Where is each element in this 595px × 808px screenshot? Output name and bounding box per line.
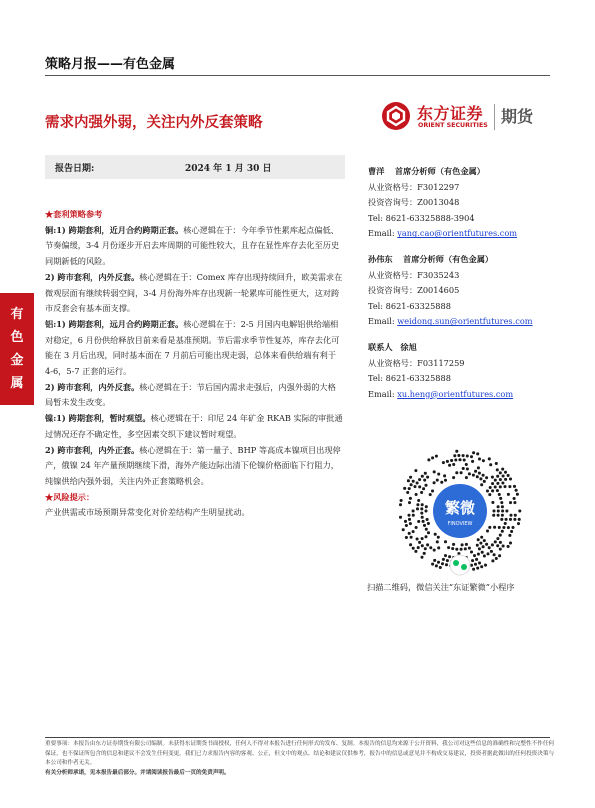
analyst-card — [368, 252, 558, 330]
strategy-section — [45, 207, 343, 521]
analyst-investment-id: 投资咨询号：Z0014605 — [368, 285, 460, 296]
header-divider — [45, 75, 550, 76]
analyst-name-line: 曹洋 首席分析师（有色金属） — [368, 166, 485, 176]
footer-disclaimer — [45, 740, 555, 778]
contact-email-link[interactable]: xu.heng@orientfutures.com — [397, 388, 514, 399]
contact-card — [368, 340, 558, 402]
contact-name-line: 联系人 徐旭 — [368, 341, 417, 352]
orient-logo-icon — [381, 101, 411, 131]
disclaimer-text: 重要事项：本报告由东方证券期货有限公司编制。未获得东证期货书面授权，任何人不得对本报告进行任何形式的发布、复制。本报告的信息均来源于公开资料，我公司对这些信息的准确性和完整性不作任何保证，也不保证所包含的信息和建议不会发生任何变更。我们已力求报告内容的客观、公正，但文中的观点、结论和建议仅供参考，报告中的信息或意见并不构成交易建议，投资者据此做出的任何投资决策与本公司和作者无关。 — [45, 741, 555, 767]
logo-futures: 期货 — [501, 107, 534, 126]
sector-side-tab — [0, 293, 34, 405]
logo-separator — [494, 104, 495, 130]
report-title: 需求内强外弱，关注内外反套策略 — [45, 115, 263, 131]
qr-caption: 扫描二维码，微信关注“东证繁微”小程序 — [367, 582, 515, 592]
risk-body: 产业供需或市场预期异常变化对价差结构产生明显扰动。 — [45, 507, 250, 518]
analyst-investment-id: 投资咨询号：Z0013048 — [368, 197, 460, 208]
contact-qualification: 从业资格号：F03117259 — [368, 357, 465, 368]
risk-heading: ★风险提示： — [45, 491, 95, 502]
copper-item-1: 铜:1) 跨期套利，近月合约跨期正套。核心逻辑在于：今年季节性累库起点偏低、节奏偏缓，3-4 月份逐步开启去库周期的可能性较大，且存在显性库存去化至历史同期新低的风险。 — [45, 224, 340, 267]
analyst-email-line: Email: yang.cao@orientfutures.com — [368, 228, 518, 239]
analyst-tel: Tel: 8621-63325888 — [368, 300, 451, 311]
aluminum-item-1: 铝:1) 跨期套利，远月合约跨期正套。核心逻辑在于：2-5 月国内电解铝供给端相对稳定，6 月份供给释放目前来看是基准预期。节后需求季节性复苏，库存去化可能在 3 月后出现，同时基本面在 7 月前后可能出现走弱，总体来看供给端有利于 4-6，5-7 正套的运行。 — [45, 318, 340, 377]
sector-side-label: 有 色 金 属 — [10, 307, 24, 391]
analyst-name-line: 孙伟东 首席分析师（有色金属） — [368, 253, 494, 264]
analyst-notice: 有关分析师承诺，见本报告最后部分。并请阅读报告最后一页的免责声明。 — [45, 769, 230, 776]
report-date-value: 2024 年 1 月 30 日 — [185, 164, 272, 174]
report-date-label: 报告日期: — [55, 164, 95, 174]
aluminum-item-2: 2) 跨市套利，内外反套。核心逻辑在于：节后国内需求走强后，内强外弱的大格局暂未发生改变。 — [45, 381, 336, 408]
analyst-email-link[interactable]: weidong.sun@orientfutures.com — [397, 316, 533, 327]
logo-english-name: ORIENT SECURITIES — [418, 122, 488, 129]
qr-badge-text: 繁微 — [444, 499, 476, 517]
contact-tel: Tel: 8621-63325888 — [368, 373, 451, 384]
strategy-heading: ★套利策略参考 — [45, 209, 103, 219]
analyst-qualification: 从业资格号：F3012297 — [368, 181, 460, 192]
nickel-item-2: 2) 跨市套利，内外正套。核心逻辑在于：第一量子、BHP 等高成本镍项目出现停产，俄镍 24 年产量预期继续下滑，海外产能边际出清下伦镍价格面临下行阻力，纯镍供给内强外弱，关注内外正套策略机会。 — [45, 444, 341, 486]
analyst-panel — [368, 164, 558, 412]
copper-item-2: 2) 跨市套利，内外反套。核心逻辑在于：Comex 库存出现持续回升，欧美需求在微观层面有继续转弱空间，3-4 月份海外库存出现新一轮累库可能性更大，这对跨市反套会有基本面支撑。 — [45, 271, 343, 314]
wechat-mini-icon — [450, 555, 470, 575]
footer-divider — [45, 737, 550, 738]
company-logo — [381, 101, 551, 137]
report-date-bar — [45, 155, 345, 179]
logo-chinese-name: 东方证券 — [417, 104, 484, 123]
nickel-item-1: 镍:1) 跨期套利，暂时观望。核心逻辑在于：印尼 24 年矿金 RKAB 实际的审批通过情况还存不确定性，多空因素交织下建议暂时观望。 — [45, 413, 343, 439]
analyst-email-link[interactable]: yang.cao@orientfutures.com — [397, 228, 518, 239]
analyst-email-line: Email: weidong.sun@orientfutures.com — [368, 316, 533, 327]
qr-badge-subtext: FINOVIEW — [447, 521, 473, 527]
wechat-mini-program-qr-code[interactable] — [381, 443, 539, 583]
analyst-tel: Tel: 8621-63325888-3904 — [368, 212, 475, 223]
contact-email-line: Email: xu.heng@orientfutures.com — [368, 388, 514, 399]
analyst-qualification: 从业资格号：F3035243 — [368, 269, 460, 280]
report-type: 策略月报——有色金属 — [45, 57, 176, 72]
analyst-card — [368, 164, 558, 242]
